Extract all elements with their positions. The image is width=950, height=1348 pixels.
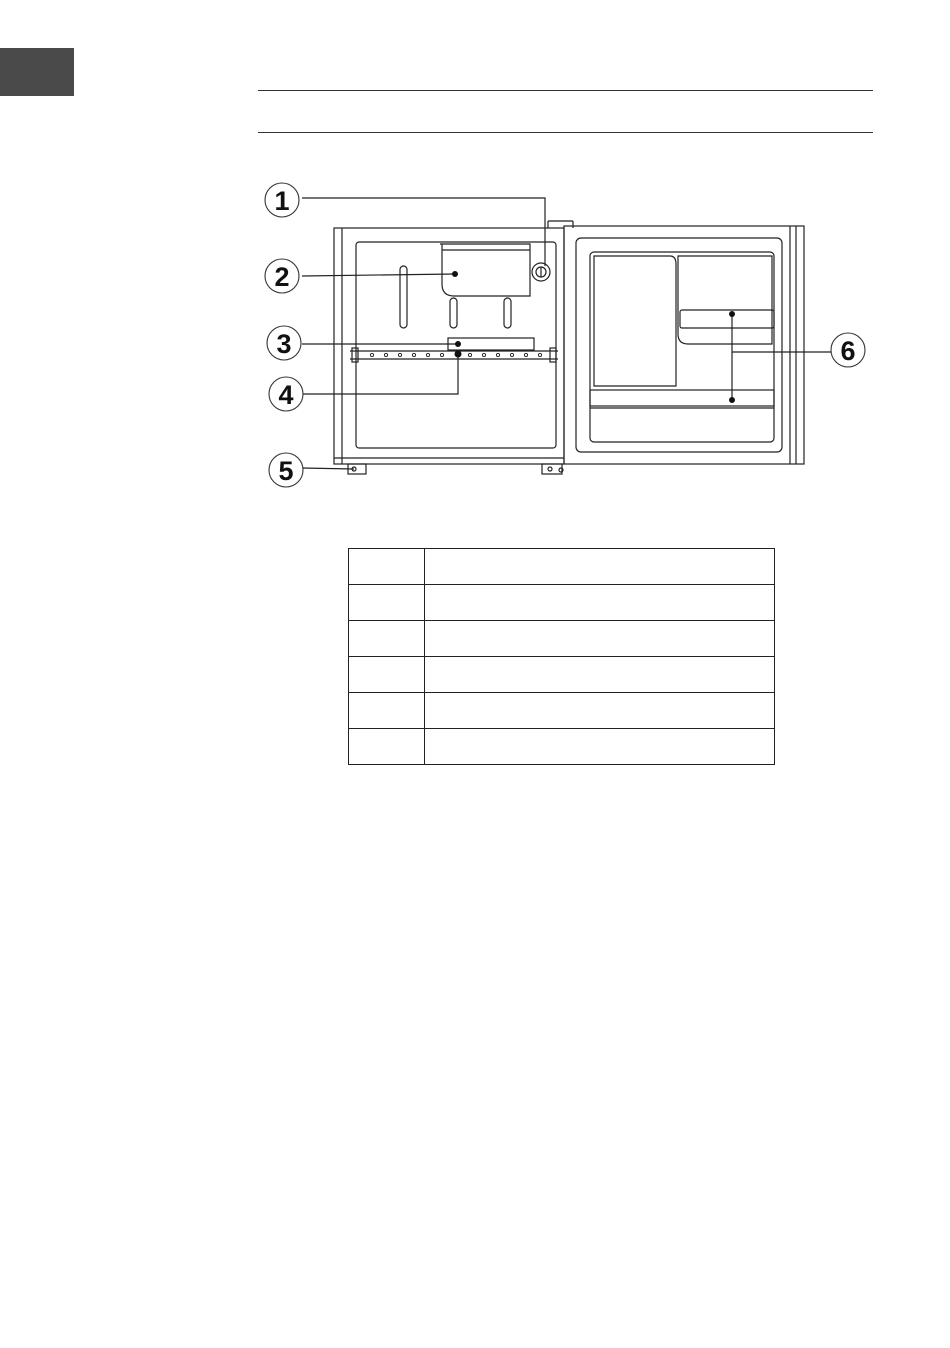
part-number-cell (349, 729, 425, 765)
table-row (349, 657, 775, 693)
callout-6 (831, 333, 865, 367)
callout-4 (269, 377, 303, 411)
leader-1 (302, 198, 545, 266)
header-rule-top (258, 90, 873, 91)
part-description-cell (425, 585, 775, 621)
callout-3-label: 3 (276, 329, 292, 359)
part-number-cell (349, 585, 425, 621)
door-small-shelf (680, 310, 774, 328)
header-rule-bottom (258, 132, 873, 133)
callout-1-label: 1 (274, 186, 290, 216)
table-row (349, 729, 775, 765)
part-description-cell (425, 693, 775, 729)
table-row (349, 693, 775, 729)
callout-5 (269, 453, 303, 487)
callout-3 (267, 326, 301, 360)
callout-1 (265, 183, 299, 217)
door-upper-bay (678, 256, 772, 344)
callout-2-label: 2 (274, 262, 290, 292)
part-description-cell (425, 657, 775, 693)
part-number-cell (349, 693, 425, 729)
callout-4-label: 4 (278, 380, 294, 410)
callout-5-label: 5 (278, 456, 294, 486)
part-description-cell (425, 549, 775, 585)
table-row (349, 585, 775, 621)
callout-6-label: 6 (840, 336, 856, 366)
part-number-cell (349, 621, 425, 657)
part-number-cell (349, 657, 425, 693)
parts-table (348, 548, 775, 765)
door-bottom-shelf (590, 390, 774, 406)
freezer-compartment (440, 244, 530, 296)
table-row (349, 549, 775, 585)
part-description-cell (425, 729, 775, 765)
language-tab (0, 48, 74, 96)
leader-5 (302, 468, 354, 469)
door-inner-panel (576, 238, 782, 452)
callout-2 (265, 259, 299, 293)
table-row (349, 621, 775, 657)
fridge-door-outer (564, 226, 804, 464)
leader-2 (302, 274, 455, 276)
part-number-cell (349, 549, 425, 585)
part-description-cell (425, 621, 775, 657)
fridge-diagram (258, 176, 878, 496)
leader-4 (302, 356, 458, 394)
